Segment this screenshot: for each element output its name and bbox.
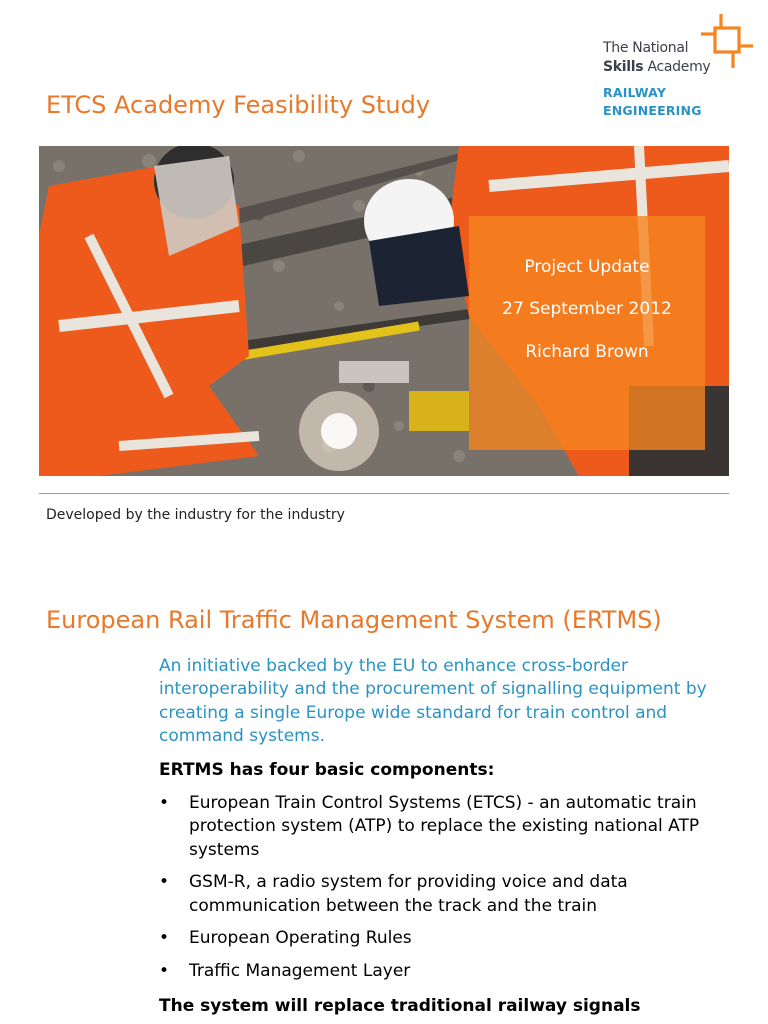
slide-title: ETCS Academy Feasibility Study (46, 91, 431, 119)
list-item-text: GSM-R, a radio system for providing voice and data communication between the track and the train (189, 872, 628, 916)
logo-line-2-bold: Skills (603, 59, 644, 75)
intro-paragraph: An initiative backed by the EU to enhance cross-border interoperability and the procurement of signalling equipment by creating a single Europe wide standard for train control and command systems. (159, 656, 707, 746)
list-item-text: European Train Control Systems (ETCS) - an automatic train protection system (ATP) to replace the existing national ATP systems (189, 793, 700, 860)
list-item (159, 927, 739, 950)
logo-line-2 (603, 59, 710, 75)
list-item-text: European Operating Rules (189, 928, 412, 949)
components-heading: ERTMS has four basic components: (159, 760, 495, 780)
project-update-label: Project Update (524, 257, 650, 277)
project-update-date: 27 September 2012 (502, 299, 672, 319)
crop-mark-icon (701, 14, 757, 70)
logo-line-3: RAILWAY (603, 85, 667, 100)
list-item (159, 871, 739, 918)
bullet-icon: • (159, 793, 170, 813)
national-skills-academy-logo (603, 14, 763, 124)
logo-line-4: ENGINEERING (603, 103, 702, 118)
list-item (159, 792, 739, 862)
list-item (159, 960, 739, 983)
project-update-panel (469, 216, 705, 450)
bullet-icon: • (159, 872, 170, 893)
slide-title-ertms: European Rail Traffic Management System (ERTMS) (46, 606, 662, 634)
bullet-icon: • (159, 961, 170, 982)
divider (39, 493, 729, 494)
list-item-text: Traffic Management Layer (189, 961, 411, 982)
logo-line-1: The National (603, 40, 689, 56)
closing-statement: The system will replace traditional railway signals (159, 996, 641, 1016)
logo-line-2-rest: Academy (643, 59, 711, 75)
tagline: Developed by the industry for the industry (46, 507, 345, 523)
project-update-author: Richard Brown (525, 342, 649, 362)
bullet-icon: • (159, 928, 170, 949)
components-list (159, 792, 739, 993)
